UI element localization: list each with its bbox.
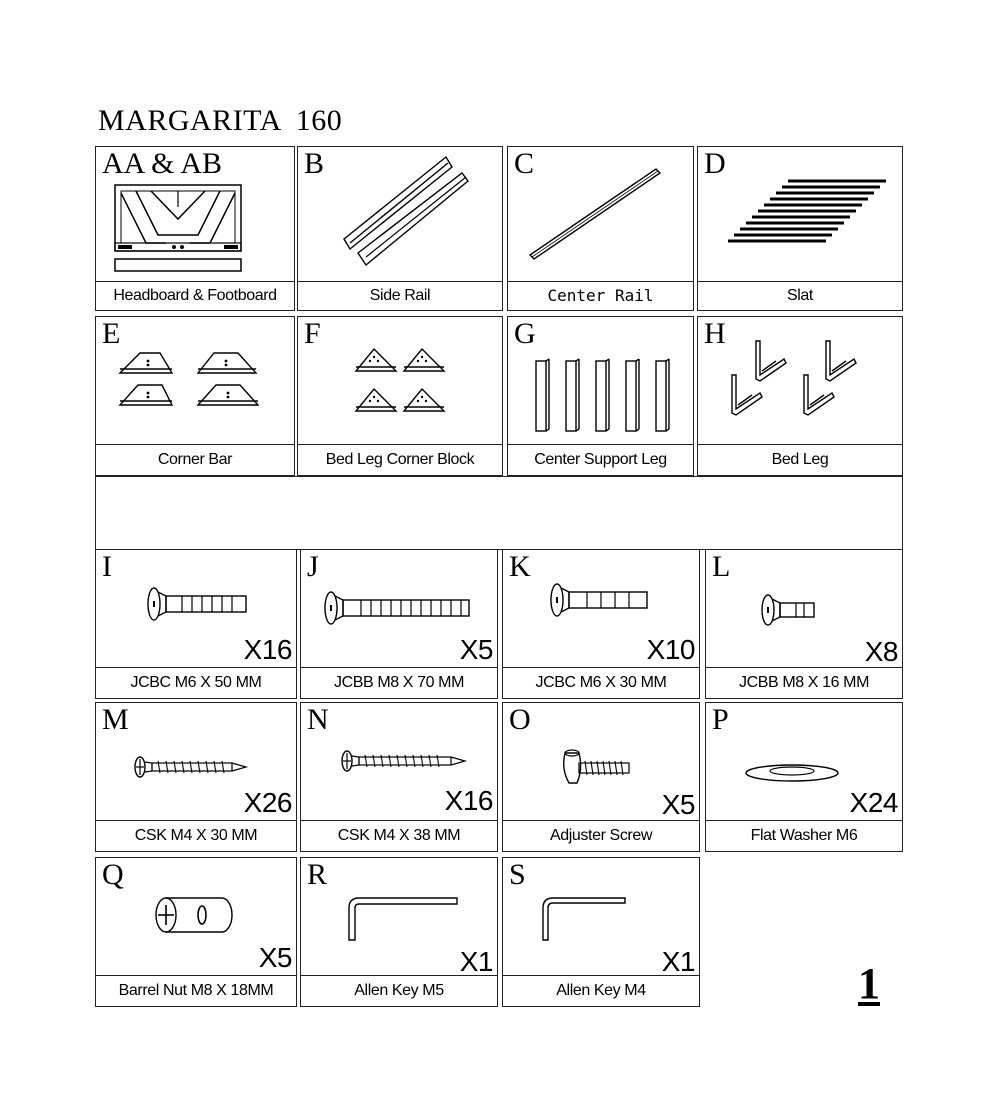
hardware-label: Allen Key M5 bbox=[301, 975, 497, 1006]
part-label: Center Rail bbox=[508, 281, 693, 310]
quantity: X26 bbox=[243, 787, 292, 818]
hardware-label: Flat Washer M6 bbox=[706, 820, 902, 851]
quantity: X24 bbox=[849, 787, 898, 818]
part-cell-b bbox=[297, 146, 503, 311]
part-letter: F bbox=[304, 317, 321, 350]
part-letter: E bbox=[102, 317, 121, 350]
part-label: Bed Leg Corner Block bbox=[298, 444, 502, 475]
hardware-cell-p bbox=[705, 702, 903, 852]
hardware-label: CSK M4 X 30 MM bbox=[96, 820, 296, 851]
quantity: X5 bbox=[258, 942, 292, 973]
hardware-letter: J bbox=[307, 550, 319, 583]
quantity: X1 bbox=[661, 946, 695, 977]
hardware-label: Adjuster Screw bbox=[503, 820, 699, 851]
document-title bbox=[98, 104, 342, 138]
part-label: Bed Leg bbox=[698, 444, 902, 475]
empty-band bbox=[95, 476, 903, 550]
hardware-cell-o bbox=[502, 702, 700, 852]
part-cell-c bbox=[507, 146, 694, 311]
part-label: Side Rail bbox=[298, 281, 502, 310]
page-number: 1 bbox=[858, 959, 880, 1008]
part-cell-g bbox=[507, 316, 694, 476]
part-cell-f bbox=[297, 316, 503, 476]
part-letter: D bbox=[704, 147, 726, 180]
model-size: 160 bbox=[295, 104, 343, 137]
quantity: X8 bbox=[864, 636, 898, 667]
hardware-letter: I bbox=[102, 550, 112, 583]
part-label: Center Support Leg bbox=[508, 444, 693, 475]
hardware-cell-r bbox=[300, 857, 498, 1007]
hardware-letter: N bbox=[307, 703, 329, 736]
hardware-letter: O bbox=[509, 703, 531, 736]
quantity: X16 bbox=[444, 785, 493, 816]
hardware-letter: L bbox=[712, 550, 731, 583]
hardware-cell-l bbox=[705, 549, 903, 699]
hardware-label: JCBC M6 X 30 MM bbox=[503, 667, 699, 698]
hardware-cell-i bbox=[95, 549, 297, 699]
hardware-label: CSK M4 X 38 MM bbox=[301, 820, 497, 851]
part-cell-h bbox=[697, 316, 903, 476]
quantity: X5 bbox=[459, 634, 493, 665]
part-cell-e bbox=[95, 316, 295, 476]
model-name: MARGARITA bbox=[98, 104, 282, 137]
hardware-cell-j bbox=[300, 549, 498, 699]
hardware-label: JCBB M8 X 16 MM bbox=[706, 667, 902, 698]
hardware-label: JCBB M8 X 70 MM bbox=[301, 667, 497, 698]
hardware-letter: Q bbox=[102, 858, 124, 891]
part-letter: B bbox=[304, 147, 325, 180]
quantity: X5 bbox=[661, 789, 695, 820]
hardware-letter: K bbox=[509, 550, 531, 583]
hardware-cell-s bbox=[502, 857, 700, 1007]
part-cell-aa-ab bbox=[95, 146, 295, 311]
hardware-cell-m bbox=[95, 702, 297, 852]
hardware-letter: R bbox=[307, 858, 328, 891]
part-label: Slat bbox=[698, 281, 902, 310]
part-letter: G bbox=[514, 317, 536, 350]
part-letter: H bbox=[704, 317, 726, 350]
hardware-cell-n bbox=[300, 702, 498, 852]
part-cell-d bbox=[697, 146, 903, 311]
quantity: X1 bbox=[459, 946, 493, 977]
quantity: X16 bbox=[243, 634, 292, 665]
part-label: Headboard & Footboard bbox=[96, 281, 294, 310]
hardware-cell-k bbox=[502, 549, 700, 699]
hardware-letter: M bbox=[102, 703, 129, 736]
hardware-cell-q bbox=[95, 857, 297, 1007]
quantity: X10 bbox=[646, 634, 695, 665]
part-letter: AA & AB bbox=[102, 147, 223, 180]
hardware-label: Allen Key M4 bbox=[503, 975, 699, 1006]
hardware-label: JCBC M6 X 50 MM bbox=[96, 667, 296, 698]
hardware-letter: P bbox=[712, 703, 729, 736]
part-label: Corner Bar bbox=[96, 444, 294, 475]
part-letter: C bbox=[514, 147, 535, 180]
hardware-label: Barrel Nut M8 X 18MM bbox=[96, 975, 296, 1006]
hardware-letter: S bbox=[509, 858, 526, 891]
